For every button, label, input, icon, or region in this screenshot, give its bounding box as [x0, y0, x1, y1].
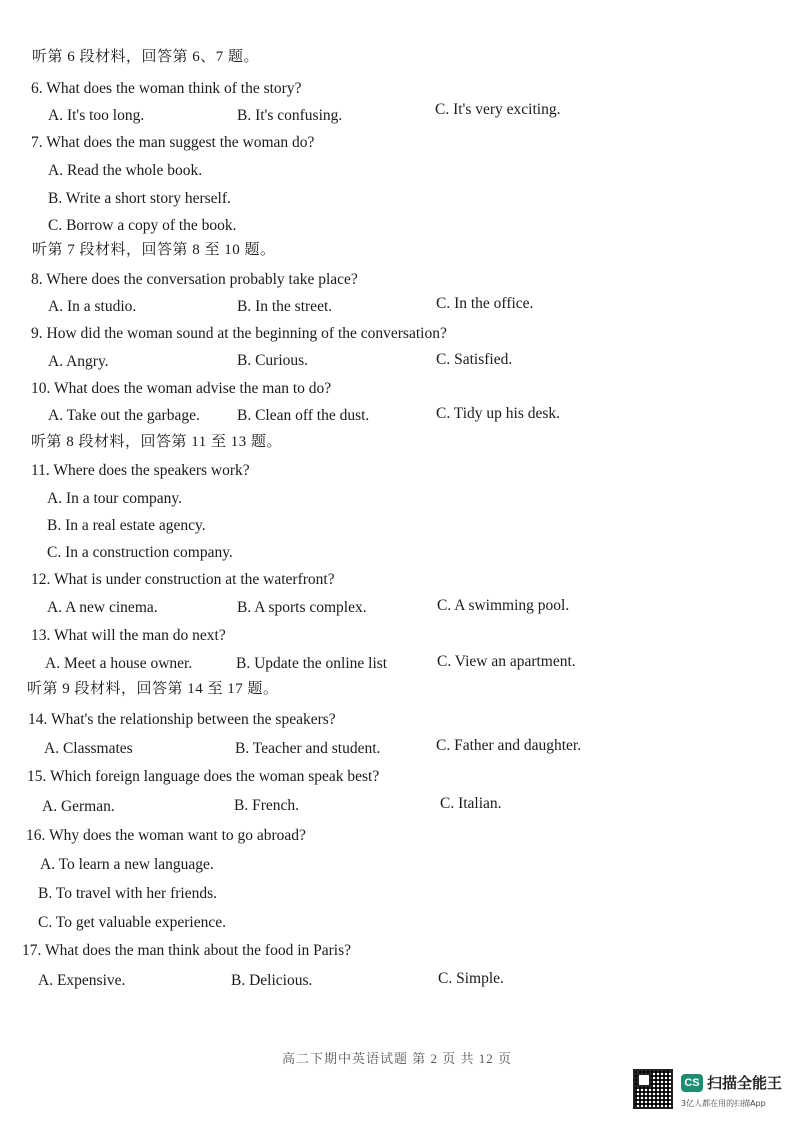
question-10-option-c: C. Tidy up his desk.: [436, 405, 561, 422]
section-header-9: 听第 9 段材料，回答第 14 至 17 题。: [27, 681, 279, 697]
camscanner-logo-icon: CS: [681, 1074, 703, 1092]
question-14-stem: 14. What's the relationship between the speakers?: [28, 711, 336, 728]
question-6-stem: 6. What does the woman think of the story?: [31, 80, 302, 97]
question-12-option-a: A. A new cinema.: [47, 599, 158, 616]
question-7-option-a: A. Read the whole book.: [48, 162, 203, 179]
question-12-option-b: B. A sports complex.: [237, 599, 367, 616]
question-14-option-a: A. Classmates: [44, 740, 133, 757]
question-17-stem: 17. What does the man think about the food in Paris?: [22, 942, 352, 959]
question-15-stem: 15. Which foreign language does the woman speak best?: [27, 768, 380, 785]
section-header-6: 听第 6 段材料，回答第 6、7 题。: [32, 49, 260, 65]
question-17-option-c: C. Simple.: [438, 970, 504, 987]
question-9-option-c: C. Satisfied.: [436, 351, 513, 368]
question-7-stem: 7. What does the man suggest the woman do?: [31, 134, 315, 151]
question-11-option-c: C. In a construction company.: [47, 544, 233, 561]
question-6-option-c: C. It's very exciting.: [435, 101, 561, 118]
section-header-7: 听第 7 段材料，回答第 8 至 10 题。: [32, 242, 276, 258]
question-17-option-a: A. Expensive.: [38, 972, 126, 989]
page-footer: 高二下期中英语试题 第 2 页 共 12 页: [281, 1051, 512, 1066]
question-16-option-b: B. To travel with her friends.: [38, 885, 217, 902]
question-16-option-c: C. To get valuable experience.: [38, 914, 226, 931]
question-15-option-c: C. Italian.: [440, 795, 502, 812]
question-8-option-b: B. In the street.: [237, 298, 333, 315]
question-15-option-a: A. German.: [42, 798, 115, 815]
question-14-option-c: C. Father and daughter.: [436, 737, 582, 754]
question-13-option-a: A. Meet a house owner.: [45, 655, 193, 672]
question-10-option-a: A. Take out the garbage.: [48, 407, 200, 424]
question-7-option-c: C. Borrow a copy of the book.: [48, 217, 237, 234]
question-11-option-b: B. In a real estate agency.: [47, 517, 206, 534]
question-9-stem: 9. How did the woman sound at the beginning of the conversation?: [31, 325, 447, 342]
scanner-app-name: 扫描全能王: [707, 1074, 783, 1092]
question-12-stem: 12. What is under construction at the waterfront?: [31, 571, 335, 588]
question-10-option-b: B. Clean off the dust.: [237, 407, 370, 424]
question-12-option-c: C. A swimming pool.: [437, 597, 570, 614]
question-13-option-b: B. Update the online list: [236, 655, 388, 672]
scanner-app-tagline: 3亿人都在用的扫描App: [681, 1099, 766, 1108]
question-16-option-a: A. To learn a new language.: [40, 856, 214, 873]
question-9-option-a: A. Angry.: [48, 353, 109, 370]
question-13-option-c: C. View an apartment.: [437, 653, 576, 670]
question-11-stem: 11. Where does the speakers work?: [31, 462, 250, 479]
scanner-watermark: [633, 1069, 783, 1115]
question-7-option-b: B. Write a short story herself.: [48, 190, 231, 207]
question-8-option-a: A. In a studio.: [48, 298, 137, 315]
question-8-option-c: C. In the office.: [436, 295, 534, 312]
question-11-option-a: A. In a tour company.: [47, 490, 183, 507]
section-header-8: 听第 8 段材料，回答第 11 至 13 题。: [31, 434, 282, 450]
question-9-option-b: B. Curious.: [237, 352, 309, 369]
question-13-stem: 13. What will the man do next?: [31, 627, 226, 644]
question-10-stem: 10. What does the woman advise the man to do?: [31, 380, 332, 397]
question-6-option-b: B. It's confusing.: [237, 107, 343, 124]
qr-code-icon: [633, 1069, 673, 1109]
question-8-stem: 8. Where does the conversation probably take place?: [31, 271, 358, 288]
question-16-stem: 16. Why does the woman want to go abroad?: [26, 827, 306, 844]
question-14-option-b: B. Teacher and student.: [235, 740, 381, 757]
question-15-option-b: B. French.: [234, 797, 300, 814]
question-17-option-b: B. Delicious.: [231, 972, 313, 989]
question-6-option-a: A. It's too long.: [48, 107, 145, 124]
